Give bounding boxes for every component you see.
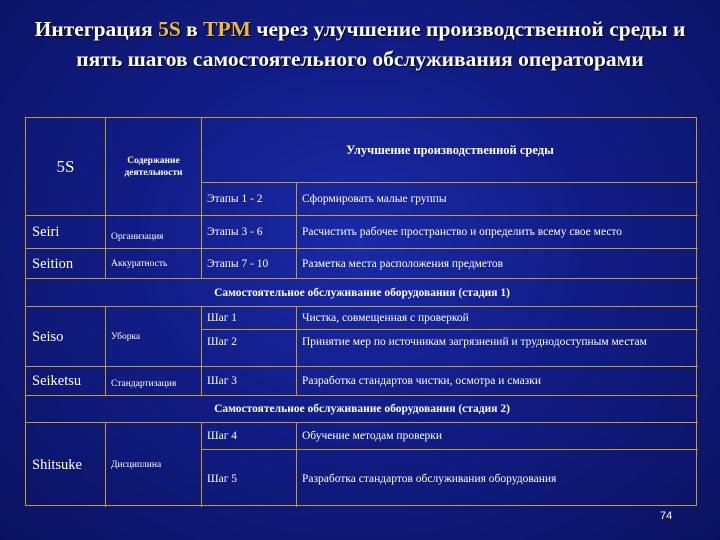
slide-title bbox=[20, 14, 700, 74]
s-cell-seiketsu: Seiketsu bbox=[26, 367, 106, 396]
title-part3: через улучшение производственной среды и пять шагов самостоятельного обслуживания операторами bbox=[76, 17, 686, 71]
step-cell: Шаг 4 bbox=[202, 423, 297, 450]
s-cell-seiri: Seiri bbox=[26, 216, 106, 249]
activity-cell: Уборка bbox=[106, 307, 202, 367]
step-cell: Шаг 2 bbox=[202, 330, 297, 367]
activity-cell: Стандартизация bbox=[106, 367, 202, 396]
band-stage-2: Самостоятельное обслуживание оборудования (стадия 2) bbox=[26, 396, 698, 423]
header-5s: 5S bbox=[26, 118, 106, 216]
stage-cell: Этапы 1 - 2 bbox=[202, 183, 297, 216]
step-cell: Шаг 5 bbox=[202, 450, 297, 507]
title-part1: Интеграция bbox=[34, 17, 159, 41]
description-cell: Сформировать малые группы bbox=[297, 183, 698, 216]
s-cell-seition: Seition bbox=[26, 249, 106, 279]
description-cell: Расчистить рабочее пространство и определить всему свое место bbox=[297, 216, 698, 249]
s-cell-shitsuke: Shitsuke bbox=[26, 423, 106, 507]
page-number: 74 bbox=[660, 510, 673, 522]
stage-cell: Этапы 7 - 10 bbox=[202, 249, 297, 279]
stage-cell: Этапы 3 - 6 bbox=[202, 216, 297, 249]
step-cell: Шаг 1 bbox=[202, 307, 297, 330]
description-cell: Разработка стандартов чистки, осмотра и смазки bbox=[297, 367, 698, 396]
integration-table bbox=[25, 117, 697, 506]
description-cell: Чистка, совмещенная с проверкой bbox=[297, 307, 698, 330]
step-cell: Шаг 3 bbox=[202, 367, 297, 396]
title-part2: в bbox=[180, 17, 204, 41]
description-cell: Разметка места расположения предметов bbox=[297, 249, 698, 279]
header-content: Содержание деятельности bbox=[106, 118, 202, 216]
header-improvement: Улучшение производственной среды bbox=[202, 118, 698, 183]
title-accent-5s: 5S bbox=[158, 17, 181, 41]
description-cell: Принятие мер по источникам загрязнений и труднодоступным местам bbox=[297, 330, 698, 367]
description-cell: Обучение методам проверки bbox=[297, 423, 698, 450]
activity-cell: Аккуратность bbox=[106, 249, 202, 279]
description-cell: Разработка стандартов обслуживания оборудования bbox=[302, 472, 557, 485]
title-accent-tpm: TPM bbox=[203, 17, 251, 41]
activity-cell: Организация bbox=[106, 216, 202, 249]
activity-cell: Дисциплина bbox=[106, 423, 202, 507]
s-cell-seiso: Seiso bbox=[26, 307, 106, 367]
band-stage-1: Самостоятельное обслуживание оборудования (стадия 1) bbox=[26, 279, 698, 307]
